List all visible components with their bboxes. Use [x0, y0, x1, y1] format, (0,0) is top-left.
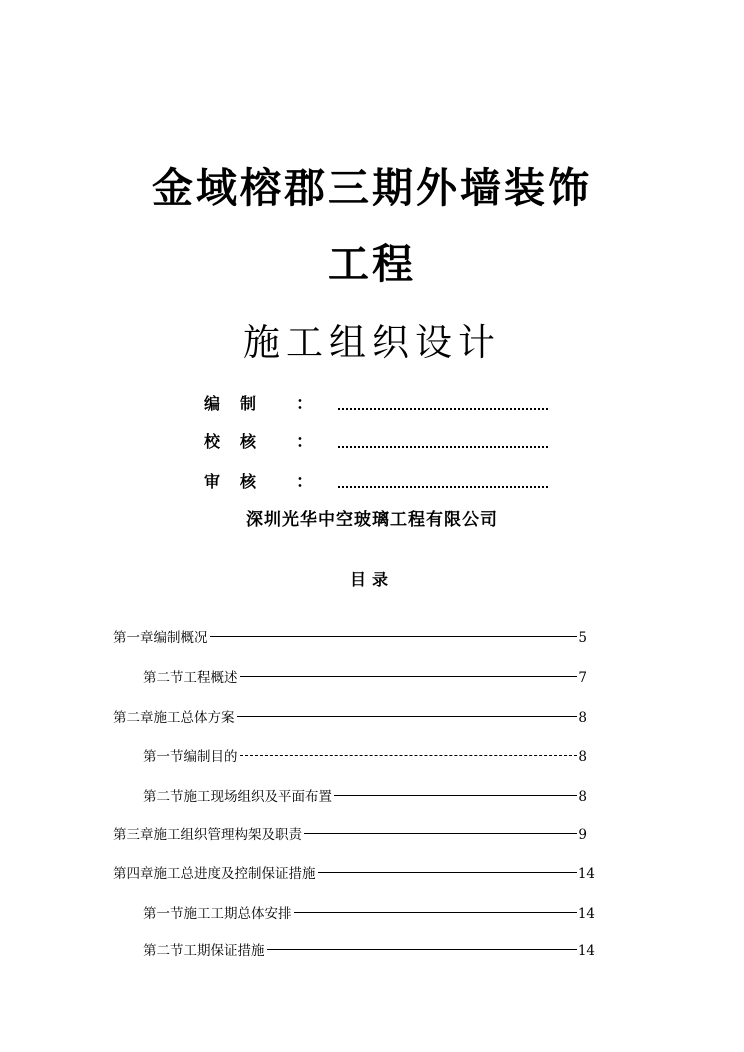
sign-off-row-compiler — [204, 392, 564, 418]
toc-entry-title: 第一节施工工期总体安排 — [143, 906, 292, 922]
toc-entry-title: 第二节工程概述 — [143, 670, 238, 686]
toc-leader-line — [334, 795, 577, 796]
sign-off-colon: ： — [296, 472, 313, 492]
toc-leader-line — [240, 755, 578, 756]
toc-entry-title: 第三章施工组织管理构架及职责 — [113, 827, 302, 843]
toc-entry[interactable] — [143, 667, 587, 689]
toc-entry[interactable] — [143, 786, 587, 808]
toc-entry-page: 8 — [578, 710, 587, 726]
company-name: 深圳光华中空玻璃工程有限公司 — [246, 510, 498, 530]
toc-entry-page: 14 — [577, 943, 595, 959]
toc-entry-page: 5 — [578, 630, 587, 646]
toc-entry-title: 第一节编制目的 — [143, 749, 238, 765]
sign-off-row-reviewer — [204, 470, 564, 496]
toc-entry[interactable] — [113, 863, 595, 885]
toc-entry-title: 第一章编制概况 — [113, 630, 208, 646]
toc-entry-title: 第二章施工总体方案 — [113, 710, 235, 726]
toc-entry-page: 14 — [577, 906, 595, 922]
toc-leader-line — [304, 833, 577, 834]
sign-off-colon: ： — [296, 394, 313, 414]
toc-entry-title: 第二节工期保证措施 — [143, 943, 265, 959]
toc-entry[interactable] — [143, 903, 595, 925]
toc-leader-line — [294, 912, 577, 913]
toc-leader-line — [318, 872, 577, 873]
toc-entry-page: 8 — [578, 789, 587, 805]
sign-off-label: 编制 — [204, 394, 277, 413]
toc-entry-title: 第四章施工总进度及控制保证措施 — [113, 866, 316, 882]
toc-heading: 目录 — [349, 570, 394, 589]
sign-off-label: 校核 — [204, 432, 277, 451]
signature-blank-line — [338, 408, 548, 410]
toc-entry-page: 9 — [578, 827, 587, 843]
toc-entry-page: 8 — [578, 749, 587, 765]
toc-entry[interactable] — [143, 940, 595, 962]
sign-off-label: 审核 — [204, 472, 277, 491]
document-subtitle: 施工组织设计 — [243, 321, 501, 364]
document-title-line-1: 金域榕郡三期外墙装饰 — [152, 164, 592, 212]
signature-blank-line — [338, 486, 548, 488]
toc-entry[interactable] — [113, 707, 587, 729]
toc-entry[interactable] — [143, 746, 587, 768]
signature-blank-line — [338, 446, 548, 448]
sign-off-colon: ： — [296, 432, 313, 452]
sign-off-row-checker — [204, 430, 564, 456]
toc-entry[interactable] — [113, 627, 587, 649]
toc-entry-title: 第二节施工现场组织及平面布置 — [143, 789, 332, 805]
toc-entry-page: 7 — [578, 670, 587, 686]
document-title-line-2: 工程 — [328, 240, 416, 288]
toc-entry[interactable] — [113, 824, 587, 846]
toc-entry-page: 14 — [577, 866, 595, 882]
toc-leader-line — [267, 949, 577, 950]
toc-leader-line — [210, 636, 578, 637]
toc-leader-line — [237, 716, 578, 717]
toc-leader-line — [240, 676, 578, 677]
